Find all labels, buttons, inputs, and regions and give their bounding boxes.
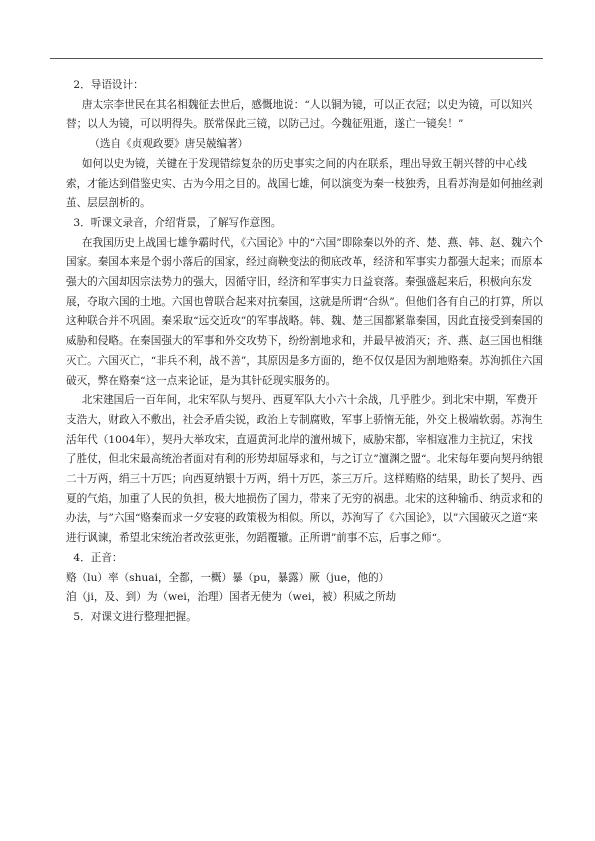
section-2-paragraph-2: 如何以史为镜，关键在于发现错综复杂的历史事实之间的内在联系，理出导致王朝兴替的中心线索，才能达到借鉴史实、古为今用之目的。战国七雄，何以演变为秦一枝独秀，且看苏洵是如何抽丝剥茧、层层剖析的。 xyxy=(66,157,543,210)
section-3-paragraph-2: 北宋建国后一百年间，北宋军队与契丹、西夏军队大小六十余战，几乎胜少。到北宋中期，军费开支浩大，财政入不敷出，社会矛盾尖锐，政治上专制腐败，军事上骄惰无能，外交上极端软弱。苏洵生活年代（1004年），契丹大举攻宋，直逼黄河北岸的澶州城下，威胁宋都，宰相寇准力主抗辽，宋找了胜仗，但北宋最高统治者面对有利的形势却屈辱求和，与之订立”澶渊之盟“。北宋每年要向契丹纳银二十万两，绢三十万匹；向西夏纳银十万两，绢十万匹，茶三万斤。这样贿赂的结果，助长了契丹、西夏的气焰，加重了人民的负担，极大地损伤了国力，带来了无穷的祸患。北宋的这种输币、纳贡求和的办法，与”六国“赂秦而求一夕安寝的政策极为相似。所以，苏洵写了《六国论》，以”六国破灭之道“来进行讽谏，希望北宋统治者改弦更张，勿蹈覆辙。正所谓”前事不忘，后事之师“。 xyxy=(66,394,543,545)
section-5-heading: 5．对课文进行整理把握。 xyxy=(73,610,197,623)
section-4-heading: 4．正音： xyxy=(73,551,123,564)
pronunciation-line-2: 洎（ji，及、到）为（wei，治理）国者无使为（wei，被）积威之所劫 xyxy=(66,591,397,604)
section-2-paragraph-1: 唐太宗李世民在其名相魏征去世后，感慨地说：“人以铜为镜，可以正衣冠；以史为镜，可以知兴替；以人为镜，可以明得失。朕常保此三镜，以防己过。今魏征殂逝，遂亡一镜矣！” xyxy=(66,98,533,131)
section-3-paragraph-1: 在我国历史上战国七雄争霸时代，《六国论》中的“六国”即除秦以外的齐、楚、燕、韩、赵、魏六个国家。秦国本来是个弱小落后的国家，经过商鞅变法的彻底改革，经济和军事实力都强大起来；而原本强大的六国却因宗法势力的强大，因循守旧，经济和军事实力日益衰落。秦强盛起来后，积极向东发展，夺取六国的土地。六国也曾联合起来对抗秦国，这就是所谓“合纵”。但他们各有自己的打算，所以这种联合并不巩固。秦采取“远交近攻”的军事战略。韩、魏、楚三国都紧靠秦国，因此直接受到秦国的威胁和侵略。在秦国强大的军事和外交攻势下，纷纷割地求和，并最早被消灭；齐、燕、赵三国也相继灭亡。六国灭亡，“非兵不利，战不善”，其原因是多方面的，绝不仅仅是因为割地赂秦。苏洵抓住六国破灭，弊在赂秦“这一点来论证，是为其针砭现实服务的。 xyxy=(66,236,543,387)
section-3-heading: 3．听课文录音，介绍背景，了解写作意图。 xyxy=(73,216,282,229)
document-body xyxy=(66,76,543,628)
header-rule xyxy=(50,58,543,59)
section-2-source-citation: （选自《贞观政要》唐吴兢编著） xyxy=(89,138,249,151)
section-2-heading: 2．导语设计： xyxy=(73,79,144,91)
pronunciation-line-1: 赂（lu）率（shuai，全都，一概）暴（pu，暴露）厥（jue，他的） xyxy=(66,571,390,584)
